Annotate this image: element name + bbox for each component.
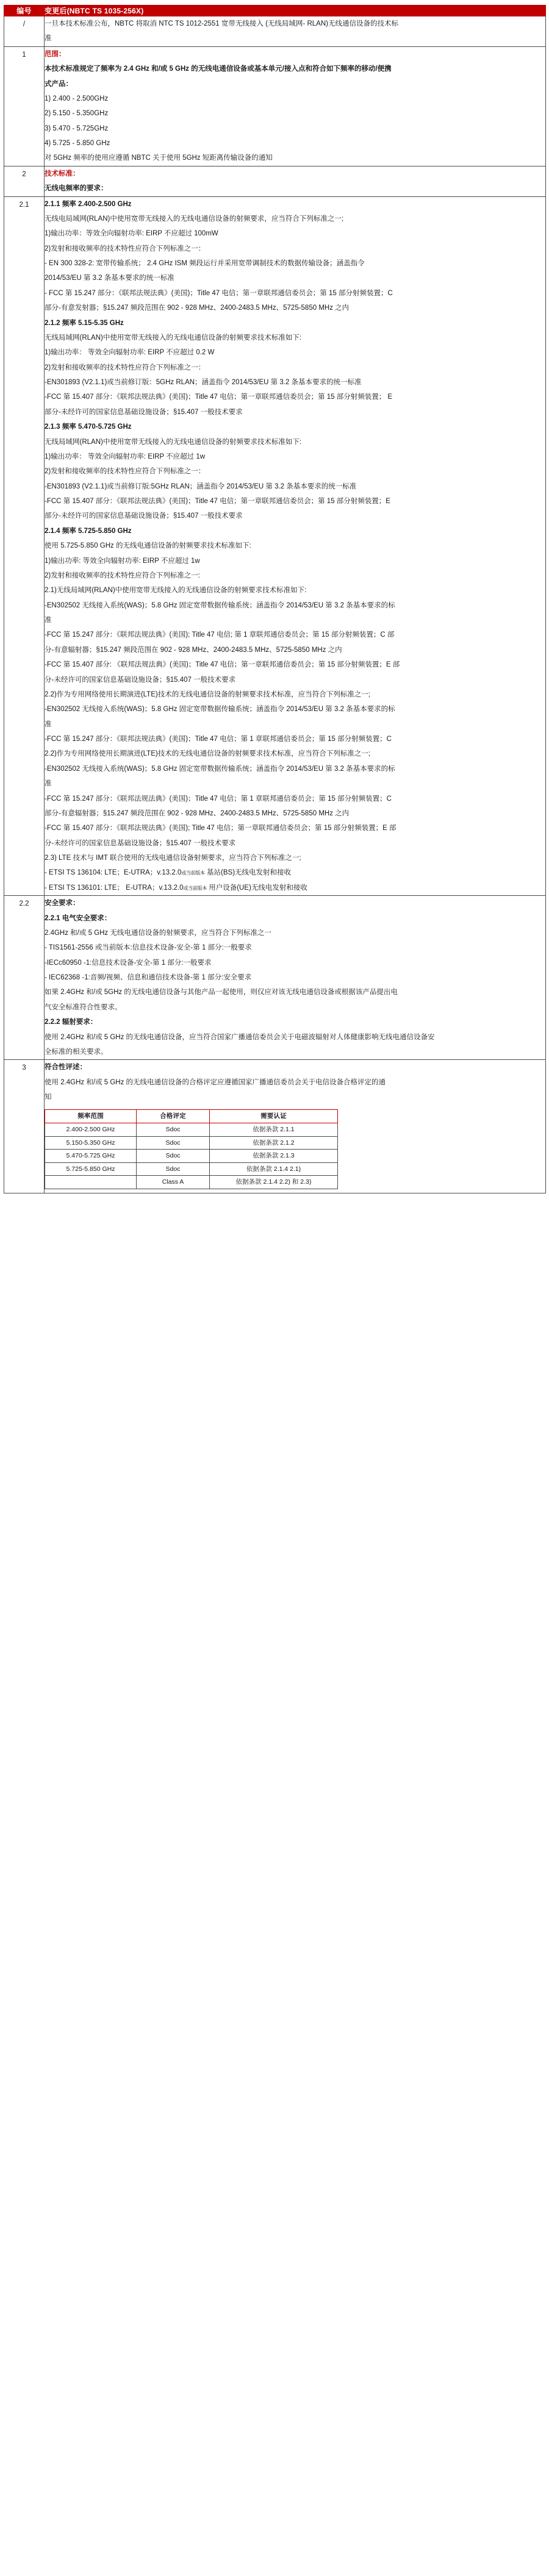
row-number-label: 2.2 (19, 900, 29, 908)
table-row (4, 166, 546, 196)
content-line: 式产品： (45, 80, 73, 88)
row-content-cell (45, 16, 546, 47)
row-number-cell (4, 196, 45, 896)
content-line: 1)输出功率: 等效全向辐射功率: EIRP 不应超过 1w (45, 557, 200, 565)
compliance-cell: Sdoc (137, 1162, 210, 1176)
compliance-header-row (45, 1110, 338, 1123)
content-line: -EN302502 无线接入系统(WAS)；5.8 GHz 固定宽带数据传输系统；涵盖指令 2014/53/EU 第 3.2 条基本要求的标 (45, 601, 395, 609)
compliance-header-cell: 频率范围 (45, 1110, 137, 1123)
content-line: 技术标准： (45, 170, 80, 177)
content-line: -EN301893 (V2.1.1)或当前修订版:5GHz RLAN；涵盖指令 2014/53/EU 第 3.2 条基本要求的统一标准 (45, 482, 357, 490)
table-row (4, 46, 546, 166)
content-line: 4) 5.725 - 5.850 GHz (45, 140, 110, 147)
row-content-cell (45, 1060, 546, 1193)
content-line: 2)发射和接收频率的技术特性应符合下列标准之一: (45, 571, 200, 579)
change-comparison-table (4, 5, 546, 1193)
content-line: 1) 2.400 - 2.500GHz (45, 95, 109, 102)
content-line: -FCC 第 15.407 部分：《联邦法规法典》(美国)；Title 47 电信；第一章联邦通信委员会；第 15 部分射频装置；E (45, 498, 390, 505)
content-line: 本技术标准规定了频率为 2.4 GHz 和/或 5 GHz 的无线电通信设备或基本单元/接入点和符合如下频率的移动/便携 (45, 65, 392, 73)
content-line: 2.2.1 电气安全要求： (45, 914, 112, 922)
table-row (4, 196, 546, 896)
compliance-row (45, 1162, 338, 1176)
content-line: - ETSI TS 136101: LTE； E-UTRA；v.13.2.0或当前版本 用户设备(UE)无线电发射和接收 (45, 884, 307, 892)
compliance-cell: 依据条款 2.1.4 2.1) (210, 1162, 338, 1176)
content-line: 1)输出功率：等效全向辐射功率: EIRP 不应超过 100mW (45, 230, 218, 238)
content-line: -EN302502 无线接入系统(WAS)；5.8 GHz 固定宽带数据传输系统；涵盖指令 2014/53/EU 第 3.2 条基本要求的标 (45, 765, 395, 773)
content-line: -FCC 第 15.407 部分: 《联邦法规法典》(美国)；Title 47 电信；第一章联邦通信委员会；第 15 部分射频装置；E 部 (45, 661, 400, 669)
row-number-label: 2.1 (19, 201, 29, 209)
row-content-cell (45, 166, 546, 196)
content-line: 2.1.1 频率 2.400-2.500 GHz (45, 200, 132, 208)
content-line: 2.1)无线局域网(RLAN)中使用宽带无线接入的无线通信设备的射频要求技术标准如下: (45, 587, 307, 595)
content-line: 安全要求： (45, 900, 80, 907)
content-line: 无线电频率的要求： (45, 185, 108, 193)
compliance-row (45, 1176, 338, 1189)
content-line: 2.4GHz 和/或 5 GHz 无线电通信设备的射频要求，应当符合下列标准之一 (45, 929, 271, 937)
content-line: 气安全标准符合性要求。 (45, 1003, 122, 1011)
compliance-row (45, 1150, 338, 1163)
content-line: 部分-未经许可的国家信息基础设施设备；§15.407 一般技术要求 (45, 512, 243, 520)
compliance-cell: 依据条款 2.1.1 (210, 1123, 338, 1136)
content-line: 范围： (45, 50, 66, 58)
content-line: - EN 300 328-2: 宽带传输系统； 2.4 GHz ISM 频段运行并采用宽带调制技术的数据传输设备；涵盖指令 (45, 260, 365, 267)
content-line: 使用 5.725-5.850 GHz 的无线电通信设备的射频要求技术标准如下: (45, 542, 251, 550)
compliance-cell: 依据条款 2.1.4 2.2) 和 2.3) (210, 1176, 338, 1189)
content-line: 如果 2.4GHz 和/或 5GHz 的无线电通信设备与其他产品一起使用，则仅应对该无线电通信设备或根据该产品提出电 (45, 989, 398, 996)
row-number-cell (4, 1060, 45, 1193)
table-row (4, 1060, 546, 1193)
content-line: 2.1.3 频率 5.470-5.725 GHz (45, 423, 132, 431)
table-header-row (4, 5, 546, 16)
content-line: 使用 2.4GHz 和/或 5 GHz 的无线电通信设备的合格评定应遵循国家广播通信委员会关于电信设备合格评定的通 (45, 1078, 386, 1086)
table-row (4, 896, 546, 1060)
compliance-header-cell: 合格评定 (137, 1110, 210, 1123)
content-line: -FCC 第 15.247 部分：《联邦法规法典》(美国)；Title 47 电信；第 1 章联邦通信委员会；第 15 部分射频装置；C (45, 735, 392, 743)
content-line: -FCC 第 15.407 部分：《联邦法规法典》(美国)；Title 47 电信；第一章联邦通信委员会；第 15 部分射频装置； E (45, 393, 393, 401)
compliance-cell: 依据条款 2.1.2 (210, 1136, 338, 1150)
compliance-header-cell: 需要认证 (210, 1110, 338, 1123)
content-line: 1)输出功率： 等效全向辐射功率: EIRP 不应超过 1w (45, 453, 206, 460)
compliance-row (45, 1123, 338, 1136)
content-line: 2)发射和接收频率的技术特性应符合下列标准之一： (45, 468, 206, 476)
content-line: 2.1.2 频率 5.15-5.35 GHz (45, 319, 124, 327)
compliance-cell: 5.150-5.350 GHz (45, 1136, 137, 1150)
row-content-cell (45, 196, 546, 896)
content-line: -EN301893 (V2.1.1)或当前修订版：5GHz RLAN；涵盖指令 2014/53/EU 第 3.2 条基本要求的统一标准 (45, 379, 362, 386)
content-line: 符合性评述： (45, 1064, 87, 1072)
row-number-label: 2 (22, 170, 26, 178)
content-line: -FCC 第 15.407 部分：《联邦法规法典》(美国); Title 47 电信；第一章联邦通信委员会；第 15 部分射频装置；E 部 (45, 825, 396, 832)
content-line: 2.2)作为专用网络使用长期演进(LTE)技术的无线电通信设备的射频要求技术标准，应当符合下列标准之一; (45, 750, 370, 758)
content-line: - ETSI TS 136104: LTE；E-UTRA；v.13.2.0或当前版本 基站(BS)无线电发射和接收 (45, 869, 292, 877)
content-line: 2.2.2 辐射要求： (45, 1018, 98, 1026)
table-row (4, 16, 546, 47)
content-line: 2)发射和接收频率的技术特性应符合下列标准之一： (45, 363, 206, 371)
compliance-cell: 5.470-5.725 GHz (45, 1150, 137, 1163)
content-line: 分-有意辐射器；§15.247 频段范围在 902 - 928 MHz、2400-2483.5 MHz、5725-5850 MHz 之内 (45, 646, 342, 654)
content-line: 部分-有意发射器；§15.247 频段范围在 902 - 928 MHz、2400-2483.5 MHz、5725-5850 MHz 之内 (45, 304, 350, 312)
content-line: 2014/53/EU 第 3.2 条基本要求的统一标准 (45, 274, 174, 282)
row-number-cell (4, 896, 45, 1060)
table-body (4, 16, 546, 1193)
content-line: 无线局域网(RLAN)中使用宽带无线接入的无线电通信设备的射频要求技术标准如下: (45, 334, 302, 342)
content-line: 对 5GHz 频率的使用应遵循 NBTC 关于使用 5GHz 短距离传输设备的通知 (45, 154, 273, 162)
content-line: 部分-未经许可的国家信息基础设施设备；§15.407 一般技术要求 (45, 408, 243, 416)
content-line: - FCC 第 15.247 部分：《联邦法规法典》(美国)；Title 47 电信；第一章联邦通信委员会；第 15 部分射频装置；C (45, 289, 393, 297)
compliance-cell: Sdoc (137, 1150, 210, 1163)
row-number-cell (4, 46, 45, 166)
content-line: - TIS1561-2556 或当前版本:信息技术设备-安全-第 1 部分:一般要求 (45, 944, 252, 952)
row-number-label: 3 (22, 1064, 26, 1072)
content-line: 1)输出功率： 等效全向辐射功率: EIRP 不应超过 0.2 W (45, 349, 215, 357)
compliance-cell: Sdoc (137, 1123, 210, 1136)
content-line: -IECc60950 -1:信息技术设备-安全-第 1 部分:一般要求 (45, 959, 212, 967)
content-line: 一旦本技术标准公布，NBTC 将取消 NTC TS 1012-2551 宽带无线接入 (无线局域网- RLAN)无线通信设备的技术标 (45, 20, 398, 27)
content-line: - IEC62368 -1:音频/视频、信息和通信技术设备-第 1 部分:安全要求 (45, 974, 252, 981)
header-cell-title: 变更后(NBTC TS 1035-256X) (45, 5, 546, 16)
content-line: 无线电局域网(RLAN)中使用宽带无线接入的无线电通信设备的射频要求，应当符合下列标准之一; (45, 215, 344, 223)
document-page (0, 0, 549, 1200)
compliance-assessment-table (45, 1109, 338, 1189)
content-line: -EN302502 无线接入系统(WAS)；5.8 GHz 固定宽带数据传输系统；涵盖指令 2014/53/EU 第 3.2 条基本要求的标 (45, 706, 395, 714)
compliance-cell: 5.725-5.850 GHz (45, 1162, 137, 1176)
content-line: 2.3) LTE 技术与 IMT 联合使用的无线电通信设备射频要求，应当符合下列标准之一; (45, 854, 301, 862)
content-line: 分-未经许可的国家信息基础设施设备；§15.407 一般技术要求 (45, 676, 236, 684)
row-number-cell (4, 16, 45, 47)
content-line: 2.2)作为专用网络使用长期演进(LTE)技术的无线电通信设备的射频要求技术标准，应当符合下列标准之一; (45, 690, 370, 698)
content-line: 无线局域网(RLAN)中使用宽带无线接入的无线电通信设备的射频要求技术标准如下: (45, 438, 302, 446)
content-line: 2) 5.150 - 5.350GHz (45, 110, 109, 118)
row-content-cell (45, 46, 546, 166)
row-number-label: 1 (22, 51, 26, 59)
compliance-cell: Class A (137, 1176, 210, 1189)
content-line: 分-未经许可的国家信息基础设施设备；§15.407 一般技术要求 (45, 839, 236, 847)
content-line: 准 (45, 780, 52, 788)
compliance-cell: Sdoc (137, 1136, 210, 1150)
compliance-cell: 2.400-2.500 GHz (45, 1123, 137, 1136)
content-line: 使用 2.4GHz 和/或 5 GHz 的无线电通信设备，应当符合国家广播通信委员会关于电磁波辐射对人体健康影响无线电通信设备安 (45, 1033, 435, 1041)
content-line: -FCC 第 15.247 部分：《联邦法规法典》(美国)；Title 47 电信；第 1 章联邦通信委员会；第 15 部分射频装置；C (45, 795, 392, 803)
content-line: 准 (45, 720, 52, 728)
compliance-row (45, 1136, 338, 1150)
row-number-label: / (23, 21, 26, 28)
content-line: 全标准的相关要求。 (45, 1048, 108, 1056)
content-line: 知 (45, 1093, 52, 1101)
content-line: 准 (45, 35, 52, 43)
header-cell-number: 编号 (4, 5, 45, 16)
content-line: 3) 5.470 - 5.725GHz (45, 124, 109, 132)
content-line: 准 (45, 617, 52, 624)
content-line: 2)发射和接收频率的技术特性应符合下列标准之一： (45, 245, 206, 252)
compliance-cell (45, 1176, 137, 1189)
row-content-cell (45, 896, 546, 1060)
content-line: 部分-有意辐射器；§15.247 频段范围在 902 - 928 MHz、2400-2483.5 MHz、5725-5850 MHz 之内 (45, 809, 350, 817)
row-number-cell (4, 166, 45, 196)
content-line: -FCC 第 15.247 部分：《联邦法规法典》(美国); Title 47 电信; 第 1 章联邦通信委员会；第 15 部分射频装置；C 部 (45, 631, 395, 639)
compliance-cell: 依据条款 2.1.3 (210, 1150, 338, 1163)
content-line: 2.1.4 频率 5.725-5.850 GHz (45, 527, 132, 535)
